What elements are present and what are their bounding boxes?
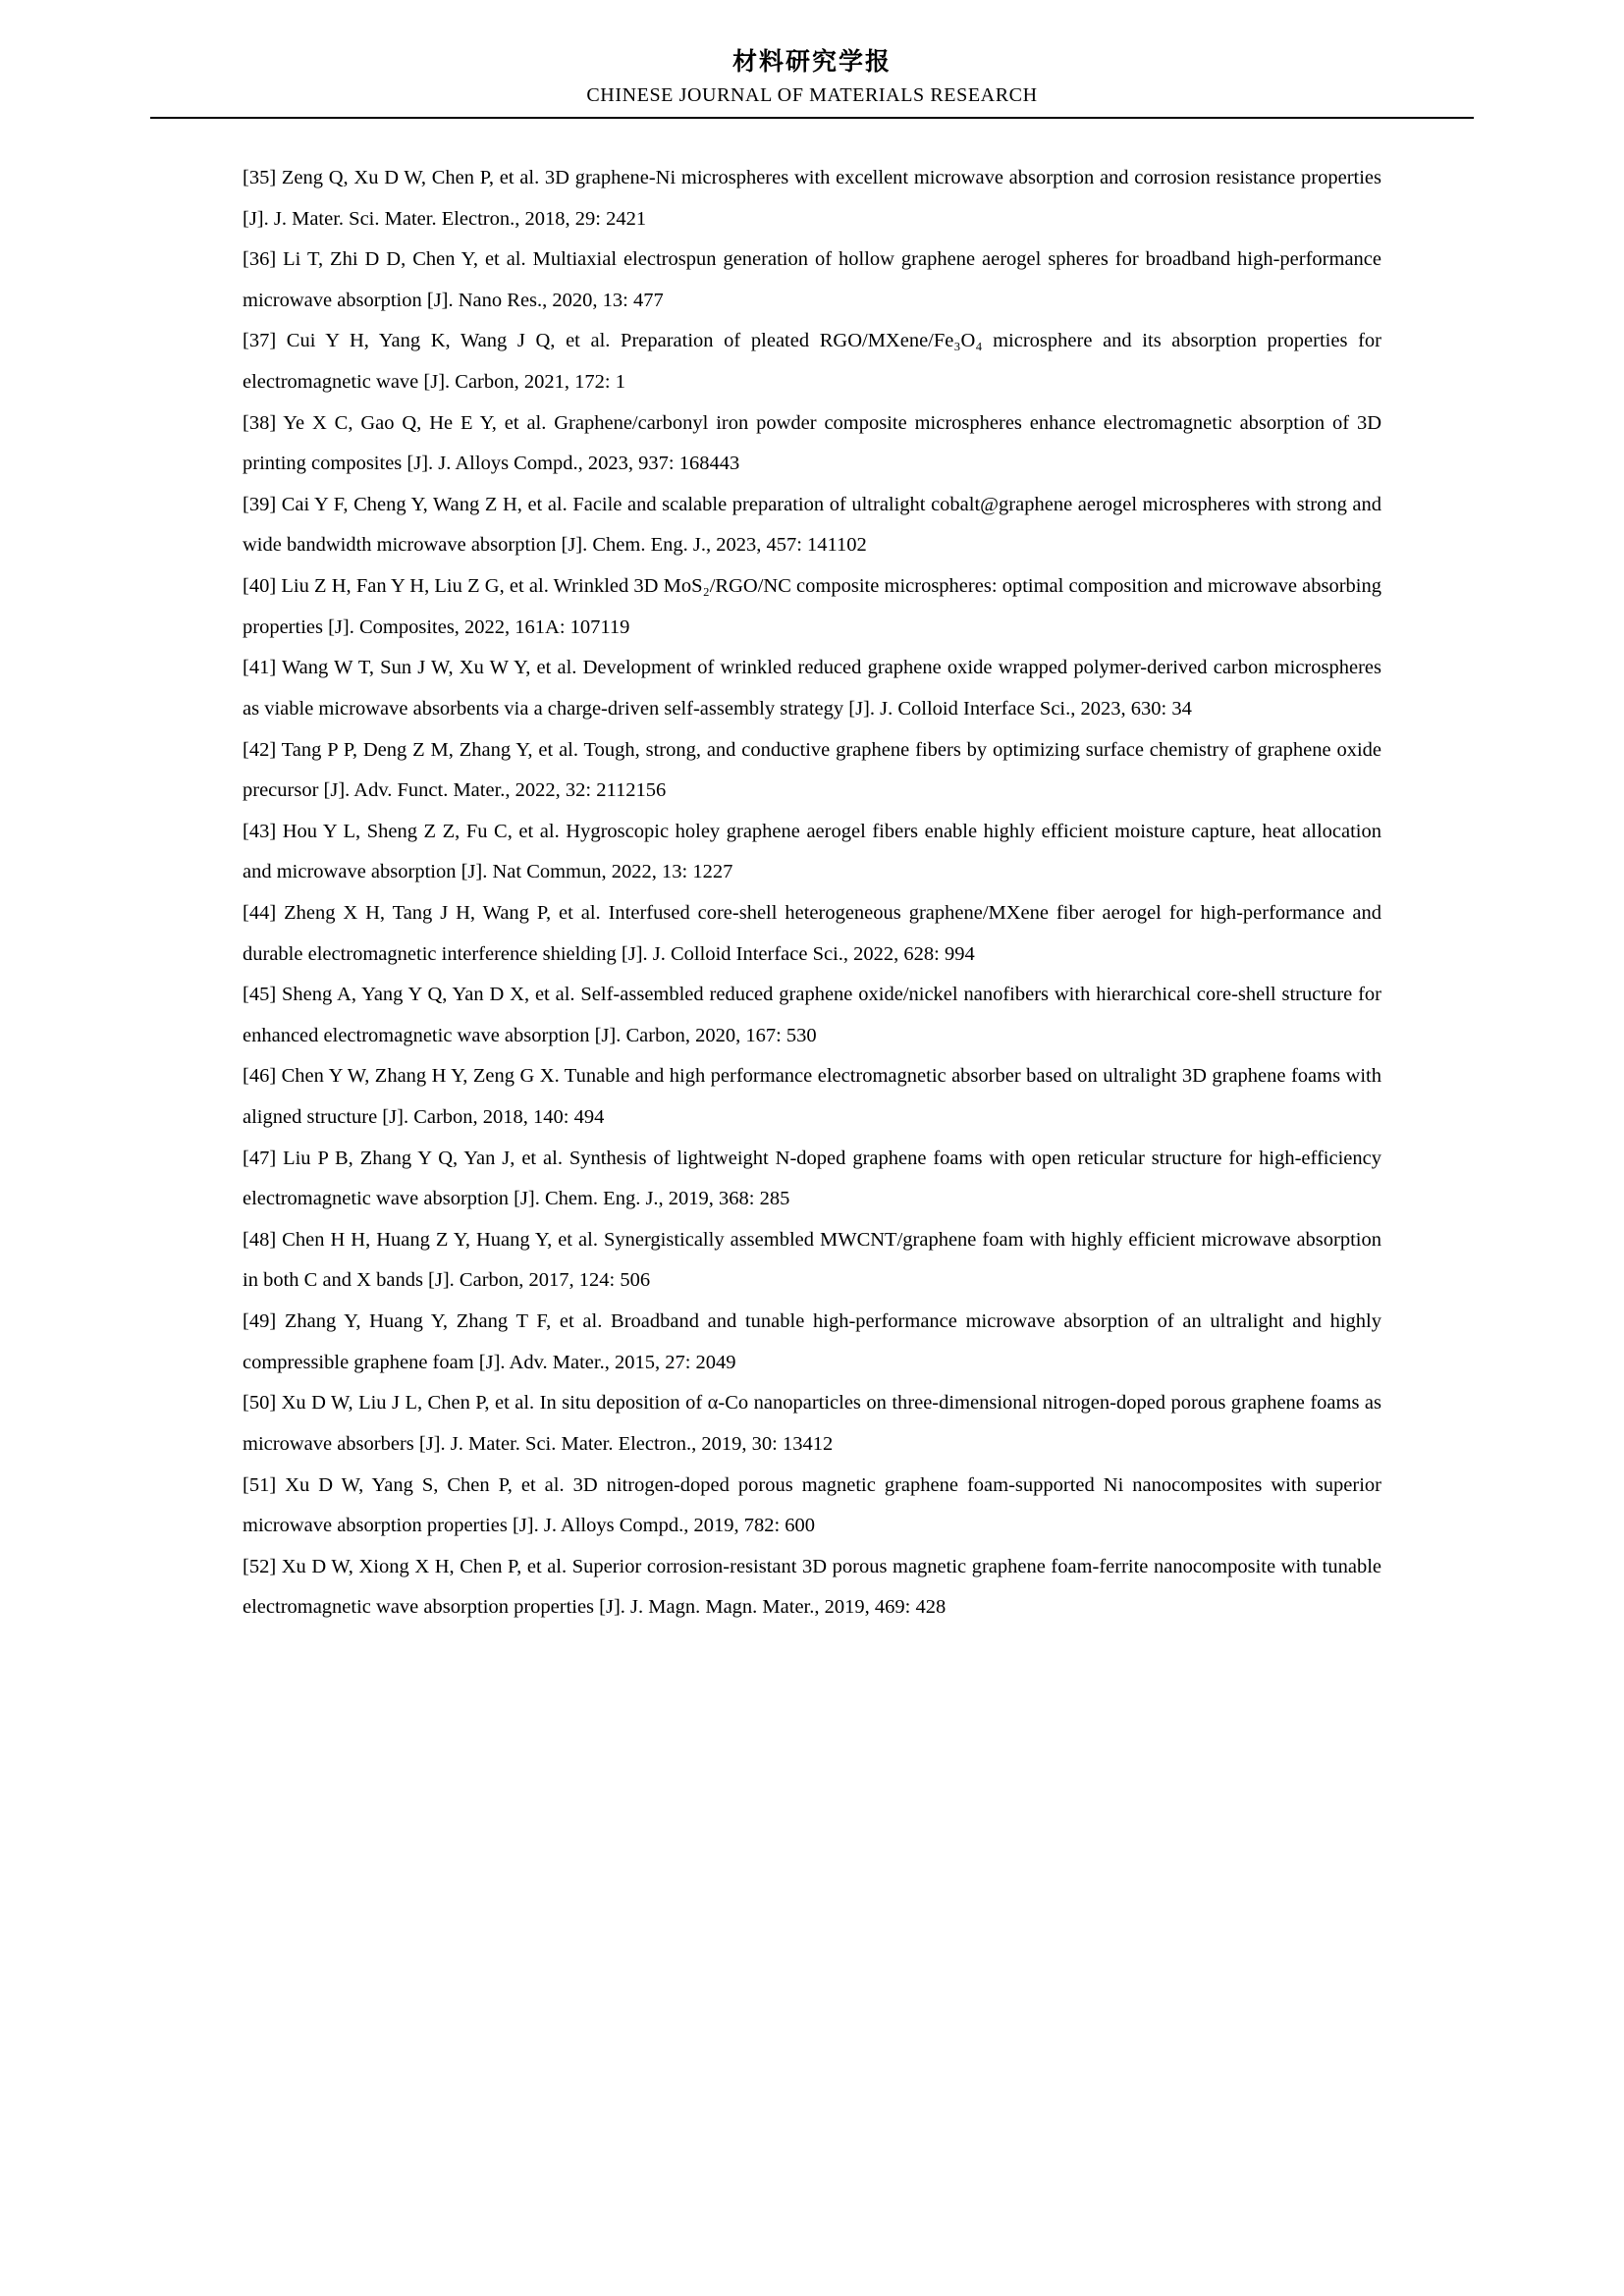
reference-item: [50] Xu D W, Liu J L, Chen P, et al. In situ deposition of α-Co nanoparticles on three-dimensional nitrogen-doped porous graphene foams as microwave absorbers [J]. J. Mater. Sci. Mater. Electron., 2019, 30: 13412 [243, 1392, 1381, 1455]
reference-item: [48] Chen H H, Huang Z Y, Huang Y, et al. Synergistically assembled MWCNT/graphene foam with highly efficient microwave absorption in both C and X bands [J]. Carbon, 2017, 124: 506 [243, 1228, 1381, 1292]
reference-item: [37] Cui Y H, Yang K, Wang J Q, et al. Preparation of pleated RGO/MXene/Fe₃O₄ microsphere and its absorption properties for electromagnetic wave [J]. Carbon, 2021, 172: 1 [243, 330, 1381, 394]
reference-item: [47] Liu P B, Zhang Y Q, Yan J, et al. Synthesis of lightweight N-doped graphene foams with open reticular structure for high-efficiency electromagnetic wave absorption [J]. Chem. Eng. J., 2019, 368: 285 [243, 1147, 1381, 1210]
reference-item: [44] Zheng X H, Tang J H, Wang P, et al. Interfused core-shell heterogeneous graphene/MXene fiber aerogel for high-performance and durable electromagnetic interference shielding [J]. J. Colloid Interface Sci., 2022, 628: 994 [243, 901, 1381, 965]
reference-item: [52] Xu D W, Xiong X H, Chen P, et al. Superior corrosion-resistant 3D porous magnetic graphene foam-ferrite nanocomposite with tunable electromagnetic wave absorption properties [J]. J. Magn. Magn. Mater., 2019, 469: 428 [243, 1555, 1381, 1619]
reference-item: [40] Liu Z H, Fan Y H, Liu Z G, et al. Wrinkled 3D MoS₂/RGO/NC composite microspheres: optimal composition and microwave absorbing properties [J]. Composites, 2022, 161A: 107119 [243, 575, 1381, 638]
reference-list [243, 119, 1381, 1629]
reference-item: [35] Zeng Q, Xu D W, Chen P, et al. 3D graphene-Ni microspheres with excellent microwave absorption and corrosion resistance properties [J]. J. Mater. Sci. Mater. Electron., 2018, 29: 2421 [243, 167, 1381, 230]
reference-item: [36] Li T, Zhi D D, Chen Y, et al. Multiaxial electrospun generation of hollow graphene aerogel spheres for broadband high-performance microwave absorption [J]. Nano Res., 2020, 13: 477 [243, 248, 1381, 311]
reference-item: [39] Cai Y F, Cheng Y, Wang Z H, et al. Facile and scalable preparation of ultralight cobalt@graphene aerogel microspheres with strong and wide bandwidth microwave absorption [J]. Chem. Eng. J., 2023, 457: 141102 [243, 493, 1381, 557]
reference-item: [45] Sheng A, Yang Y Q, Yan D X, et al. Self-assembled reduced graphene oxide/nickel nanofibers with hierarchical core-shell structure for enhanced electromagnetic wave absorption [J]. Carbon, 2020, 167: 530 [243, 984, 1381, 1046]
reference-item: [49] Zhang Y, Huang Y, Zhang T F, et al. Broadband and tunable high-performance microwave absorption of an ultralight and highly compressible graphene foam [J]. Adv. Mater., 2015, 27: 2049 [243, 1310, 1381, 1373]
journal-title-chinese: 材料研究学报 [731, 47, 892, 76]
journal-title-english: CHINESE JOURNAL OF MATERIALS RESEARCH [586, 84, 1038, 106]
reference-item: [51] Xu D W, Yang S, Chen P, et al. 3D nitrogen-doped porous magnetic graphene foam-supported Ni nanocomposites with superior microwave absorption properties [J]. J. Alloys Compd., 2019, 782: 600 [243, 1473, 1381, 1537]
reference-item: [38] Ye X C, Gao Q, He E Y, et al. Graphene/carbonyl iron powder composite microspheres enhance electromagnetic absorption of 3D printing composites [J]. J. Alloys Compd., 2023, 937: 168443 [243, 411, 1381, 475]
reference-item: [43] Hou Y L, Sheng Z Z, Fu C, et al. Hygroscopic holey graphene aerogel fibers enable highly efficient moisture capture, heat allocation and microwave absorption [J]. Nat Commun, 2022, 13: 1227 [243, 820, 1381, 883]
page-header [0, 0, 1624, 119]
reference-item: [41] Wang W T, Sun J W, Xu W Y, et al. Development of wrinkled reduced graphene oxide wrapped polymer-derived carbon microspheres as viable microwave absorbents via a charge-driven self-assembly strategy [J]. J. Colloid Interface Sci., 2023, 630: 34 [243, 657, 1381, 720]
reference-item: [46] Chen Y W, Zhang H Y, Zeng G X. Tunable and high performance electromagnetic absorber based on ultralight 3D graphene foams with aligned structure [J]. Carbon, 2018, 140: 494 [243, 1065, 1381, 1129]
reference-item: [42] Tang P P, Deng Z M, Zhang Y, et al. Tough, strong, and conductive graphene fibers by optimizing surface chemistry of graphene oxide precursor [J]. Adv. Funct. Mater., 2022, 32: 2112156 [243, 738, 1381, 802]
